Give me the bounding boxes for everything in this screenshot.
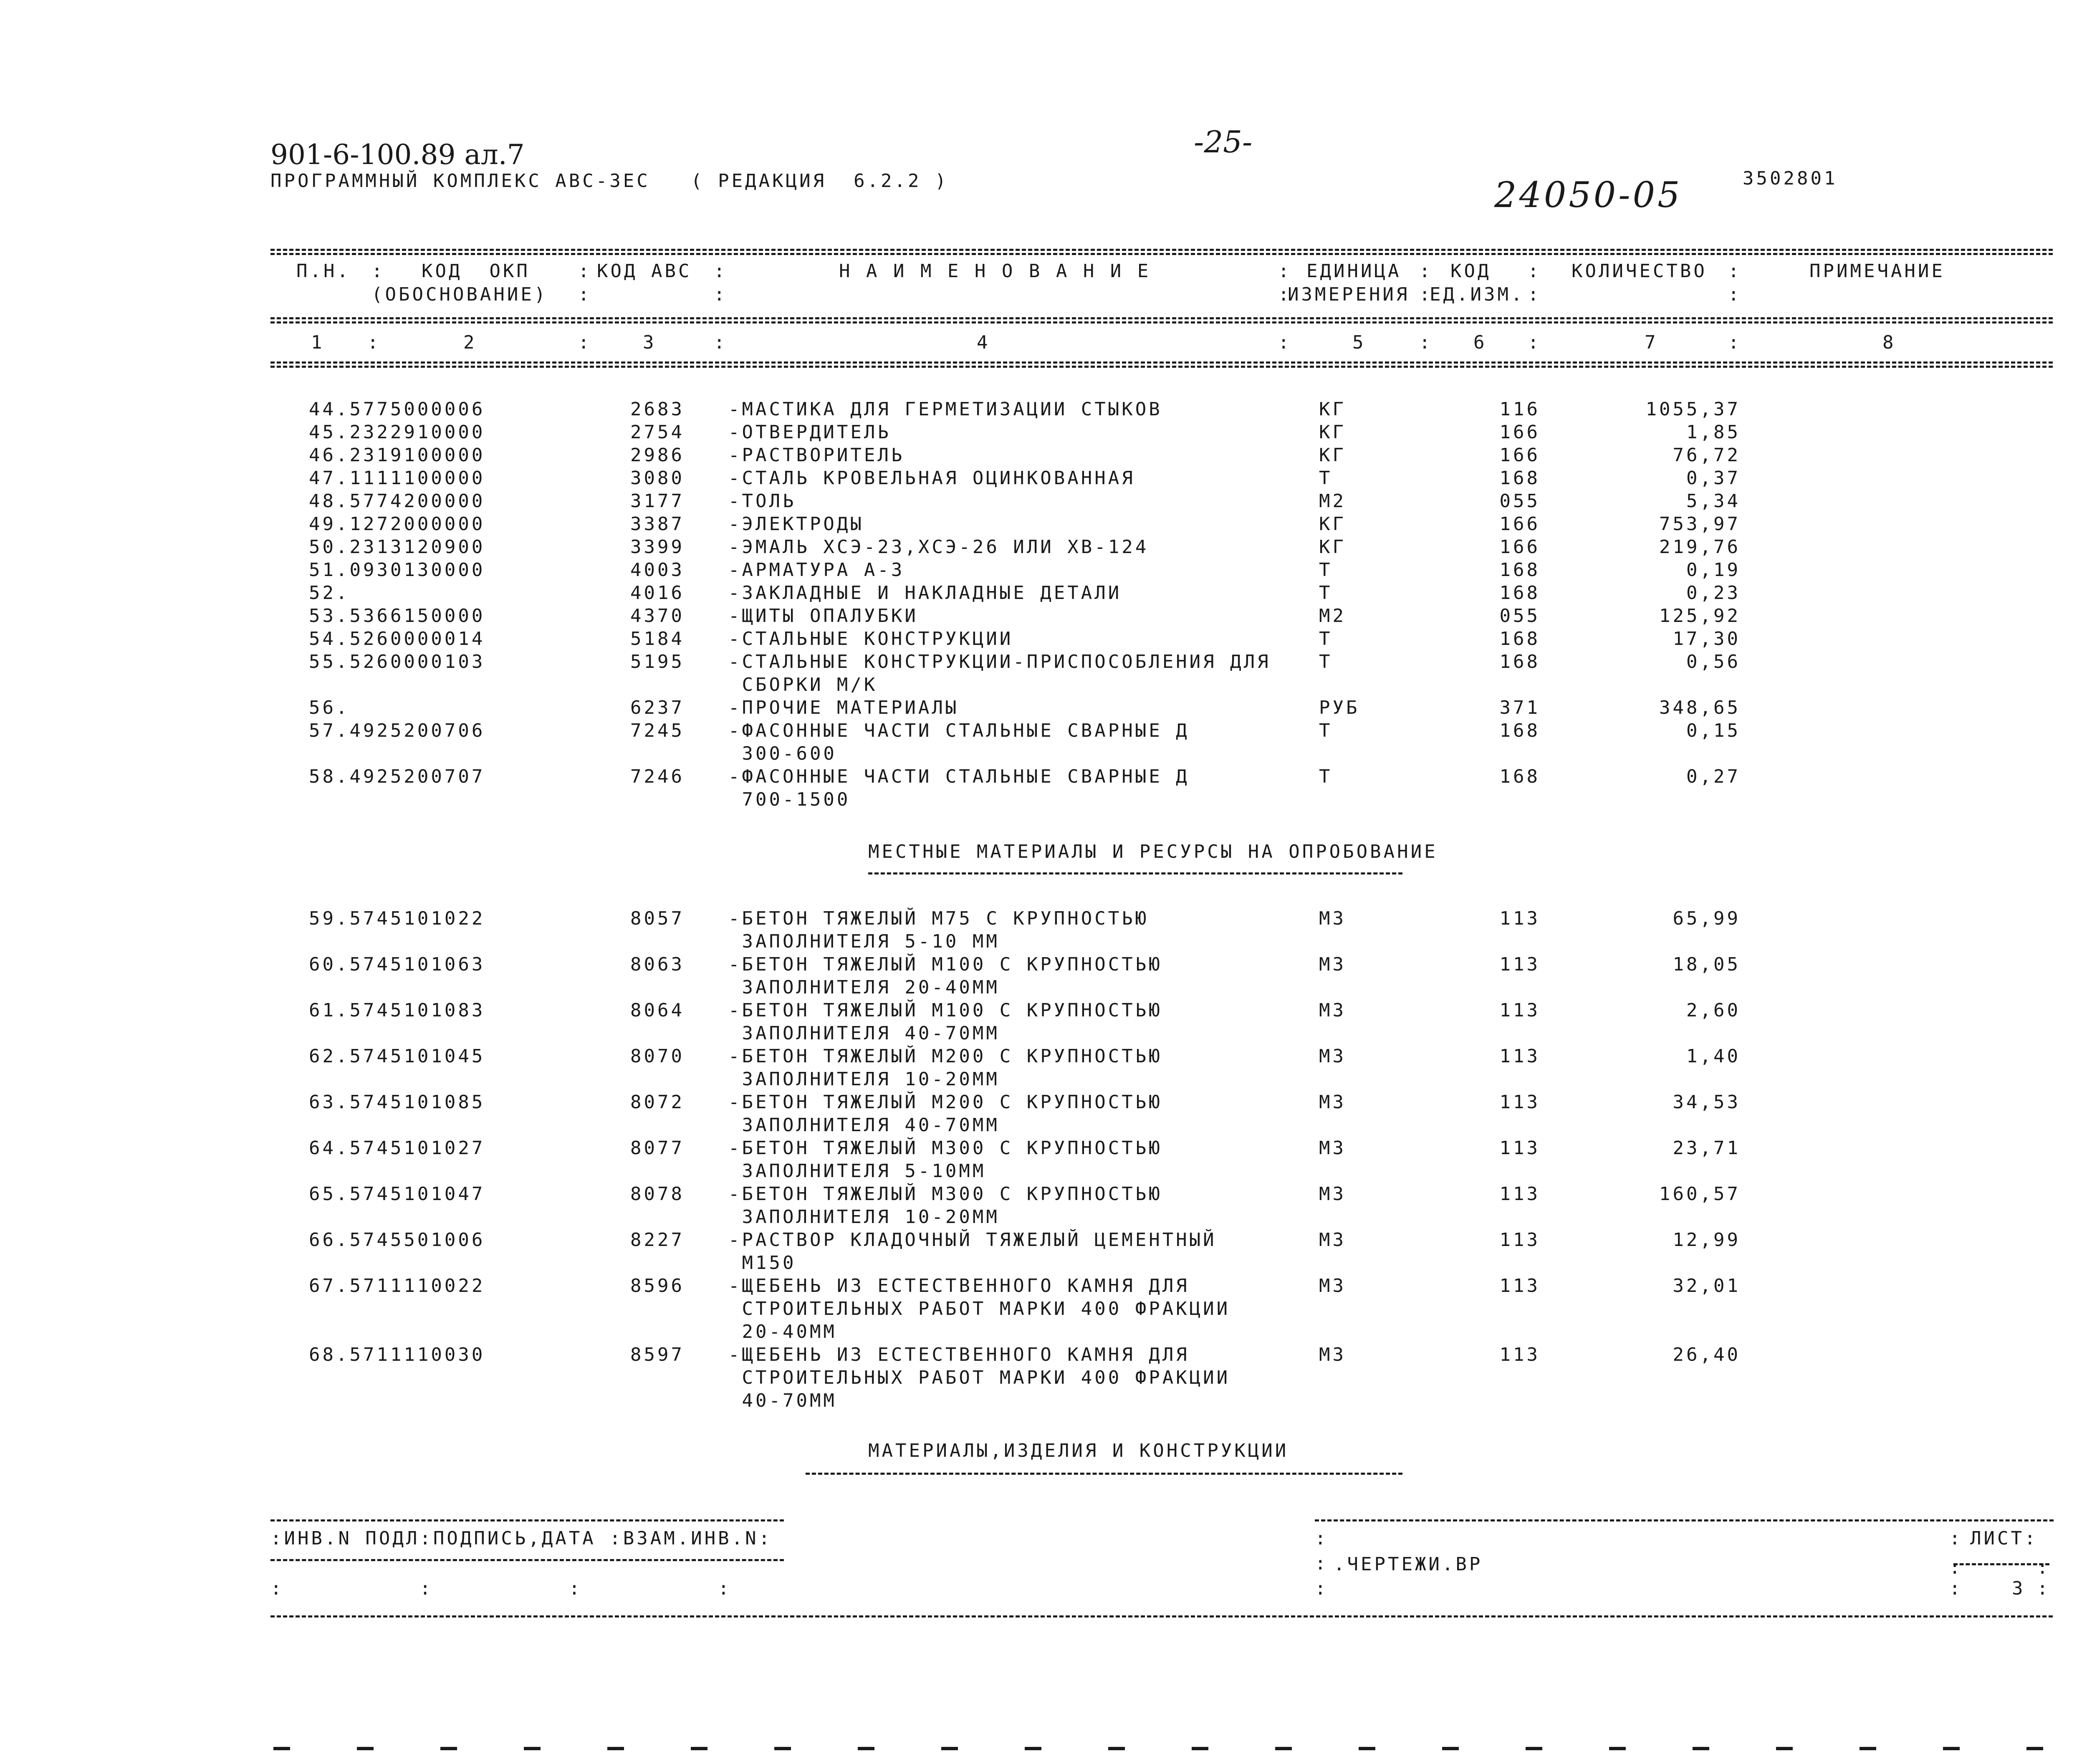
- row-unit-code: 168: [1499, 628, 1540, 649]
- row-abc-code: 8227: [630, 1229, 685, 1251]
- row-pn: 65.5745101047: [309, 1183, 485, 1205]
- row-unit-code: 166: [1499, 445, 1540, 466]
- row-unit: КГ: [1319, 422, 1346, 443]
- row-quantity: 12,99: [1673, 1229, 1741, 1251]
- row-unit-code: 166: [1499, 513, 1540, 535]
- row-unit-code: 055: [1499, 490, 1540, 512]
- row-unit: Т: [1319, 559, 1333, 581]
- row-unit-code: 113: [1499, 1344, 1540, 1365]
- row-pn: 46.2319100000: [309, 445, 485, 466]
- row-name: М150: [728, 1252, 796, 1274]
- row-name: ЗАПОЛНИТЕЛЯ 40-70ММ: [728, 1115, 1000, 1136]
- sheet-box-separator: :: [2037, 1557, 2051, 1578]
- row-name: -АРМАТУРА А-3: [728, 559, 905, 581]
- row-quantity: 18,05: [1673, 954, 1741, 975]
- row-unit-code: 113: [1499, 908, 1540, 929]
- col-number-6: 6: [1473, 332, 1487, 353]
- row-name: -ПРОЧИЕ МАТЕРИАЛЫ: [728, 697, 959, 718]
- row-unit: Т: [1319, 766, 1333, 787]
- stamp-header: :ИНВ.N ПОДЛ:ПОДПИСЬ,ДАТА :ВЗАМ.ИНВ.N:: [270, 1528, 773, 1549]
- row-abc-code: 3080: [630, 468, 685, 489]
- row-unit: М3: [1319, 1000, 1346, 1021]
- col-separator: :: [367, 332, 381, 353]
- perforation-dash: [1609, 1747, 1626, 1750]
- row-name: ЗАПОЛНИТЕЛЯ 5-10ММ: [728, 1160, 986, 1182]
- row-pn: 61.5745101083: [309, 1000, 485, 1021]
- row-pn: 60.5745101063: [309, 954, 485, 975]
- row-unit: М3: [1319, 908, 1346, 929]
- row-abc-code: 8070: [630, 1046, 685, 1067]
- row-quantity: 65,99: [1673, 908, 1741, 929]
- col-separator: :: [1278, 260, 1292, 282]
- perforation-dash: [1442, 1747, 1459, 1750]
- row-pn: 54.5260000014: [309, 628, 485, 649]
- drawing-box-separator: :: [1315, 1528, 1329, 1549]
- perforation-dash: [607, 1747, 624, 1750]
- row-name: -БЕТОН ТЯЖЕЛЫЙ М300 С КРУПНОСТЬЮ: [728, 1183, 1162, 1205]
- row-abc-code: 8072: [630, 1092, 685, 1113]
- row-pn: 56.: [309, 697, 350, 718]
- row-name: 300-600: [728, 743, 837, 764]
- row-quantity: 0,37: [1686, 468, 1741, 489]
- row-pn: 45.2322910000: [309, 422, 485, 443]
- row-unit-code: 116: [1499, 399, 1540, 420]
- row-name: -ЭЛЕКТРОДЫ: [728, 513, 864, 535]
- row-unit-code: 113: [1499, 1046, 1540, 1067]
- col-separator: :: [1728, 284, 1742, 305]
- row-name: -РАСТВОРИТЕЛЬ: [728, 445, 905, 466]
- header-bottom-rule-2: [270, 366, 2053, 368]
- col-header-note: ПРИМЕЧАНИЕ: [1809, 260, 1945, 282]
- row-pn: 44.5775000006: [309, 399, 485, 420]
- row-abc-code: 6237: [630, 697, 685, 718]
- row-pn: 55.5260000103: [309, 651, 485, 672]
- row-name: -МАСТИКА ДЛЯ ГЕРМЕТИЗАЦИИ СТЫКОВ: [728, 399, 1162, 420]
- header-top-rule-2: [270, 253, 2053, 255]
- col-separator: :: [1728, 260, 1742, 282]
- row-unit: РУБ: [1319, 697, 1360, 718]
- row-quantity: 17,30: [1673, 628, 1741, 649]
- perforation-dash: [2026, 1747, 2043, 1750]
- row-name: -ЩЕБЕНЬ ИЗ ЕСТЕСТВЕННОГО КАМНЯ ДЛЯ: [728, 1344, 1190, 1365]
- row-name: -ЗАКЛАДНЫЕ И НАКЛАДНЫЕ ДЕТАЛИ: [728, 582, 1122, 604]
- footer-bottom-rule: [270, 1615, 2053, 1617]
- stamp-cells: : : : :: [270, 1578, 732, 1599]
- document-code: 901-6-100.89 ал.7: [270, 139, 525, 171]
- col-header-unit: ЕДИНИЦА: [1306, 260, 1402, 282]
- col-separator: :: [578, 332, 592, 353]
- footer-top-rule-left: [270, 1519, 784, 1521]
- row-pn: 48.5774200000: [309, 490, 485, 512]
- row-quantity: 0,15: [1686, 720, 1741, 741]
- perforation-dash: [1860, 1747, 1876, 1750]
- row-quantity: 1055,37: [1645, 399, 1741, 420]
- col-separator: :: [1528, 284, 1541, 305]
- col-separator: :: [1419, 332, 1433, 353]
- row-pn: 67.5711110022: [309, 1275, 485, 1296]
- row-unit-code: 168: [1499, 468, 1540, 489]
- perforation-dash: [357, 1747, 374, 1750]
- row-abc-code: 3399: [630, 536, 685, 558]
- row-name: 40-70ММ: [728, 1390, 837, 1411]
- row-pn: 49.1272000000: [309, 513, 485, 535]
- row-name: СТРОИТЕЛЬНЫХ РАБОТ МАРКИ 400 ФРАКЦИИ: [728, 1367, 1230, 1388]
- sheet-box-separator: :: [2037, 1578, 2051, 1599]
- row-abc-code: 2754: [630, 422, 685, 443]
- row-quantity: 32,01: [1673, 1275, 1741, 1296]
- row-name: -ФАСОННЫЕ ЧАСТИ СТАЛЬНЫЕ СВАРНЫЕ Д: [728, 766, 1190, 787]
- row-unit: КГ: [1319, 399, 1346, 420]
- row-unit-code: 168: [1499, 582, 1540, 604]
- sheet-number: 3: [2012, 1578, 2026, 1599]
- row-abc-code: 4370: [630, 605, 685, 627]
- row-unit-code: 168: [1499, 651, 1540, 672]
- row-pn: 53.5366150000: [309, 605, 485, 627]
- col-header-okp: КОД ОКП: [422, 260, 530, 282]
- row-abc-code: 8078: [630, 1183, 685, 1205]
- sheet-mid-rule: [1953, 1563, 2049, 1565]
- row-unit: Т: [1319, 582, 1333, 604]
- section-underline: [806, 1473, 1402, 1475]
- sheet-box-separator: :: [1949, 1557, 1963, 1578]
- perforation-dash: [691, 1747, 707, 1750]
- row-quantity: 0,19: [1686, 559, 1741, 581]
- row-abc-code: 3177: [630, 490, 685, 512]
- row-pn: 47.1111100000: [309, 468, 485, 489]
- row-unit: Т: [1319, 468, 1333, 489]
- col-separator: :: [714, 260, 728, 282]
- header-top-rule: [270, 249, 2053, 251]
- row-unit: М3: [1319, 1046, 1346, 1067]
- perforation-dash: [1025, 1747, 1041, 1750]
- row-quantity: 5,34: [1686, 490, 1741, 512]
- perforation-dash: [858, 1747, 874, 1750]
- row-name: -БЕТОН ТЯЖЕЛЫЙ М100 С КРУПНОСТЬЮ: [728, 954, 1162, 975]
- row-unit: М2: [1319, 605, 1346, 627]
- row-name: -БЕТОН ТЯЖЕЛЫЙ М200 С КРУПНОСТЬЮ: [728, 1046, 1162, 1067]
- col-number-3: 3: [643, 332, 657, 353]
- row-unit: М3: [1319, 1229, 1346, 1251]
- col-header-qty: КОЛИЧЕСТВО: [1572, 260, 1707, 282]
- row-abc-code: 2683: [630, 399, 685, 420]
- row-quantity: 753,97: [1659, 513, 1741, 535]
- col-header-okp-2: (ОБОСНОВАНИЕ): [371, 284, 548, 305]
- drawing-box-separator: :: [1315, 1578, 1329, 1599]
- col-separator: :: [1278, 332, 1292, 353]
- col-separator: :: [578, 284, 592, 305]
- row-quantity: 23,71: [1673, 1137, 1741, 1159]
- row-quantity: 219,76: [1659, 536, 1741, 558]
- row-pn: 57.4925200706: [309, 720, 485, 741]
- perforation-dash: [1192, 1747, 1208, 1750]
- program-line: ПРОГРАММНЫЙ КОМПЛЕКС АВС-3ЕС ( РЕДАКЦИЯ 6.2.2 ): [270, 170, 949, 192]
- perforation-dash: [524, 1747, 541, 1750]
- row-name: -БЕТОН ТЯЖЕЛЫЙ М75 С КРУПНОСТЬЮ: [728, 908, 1149, 929]
- stamp-mid-rule: [270, 1559, 784, 1561]
- row-name: ЗАПОЛНИТЕЛЯ 20-40ММ: [728, 977, 1000, 998]
- row-name: -СТАЛЬНЫЕ КОНСТРУКЦИИ-ПРИСПОСОБЛЕНИЯ ДЛЯ: [728, 651, 1271, 672]
- row-unit-code: 113: [1499, 1000, 1540, 1021]
- row-abc-code: 5195: [630, 651, 685, 672]
- col-number-2: 2: [463, 332, 477, 353]
- col-number-8: 8: [1882, 332, 1896, 353]
- col-separator: :: [1419, 260, 1433, 282]
- row-unit: КГ: [1319, 536, 1346, 558]
- col-separator: :: [371, 260, 385, 282]
- row-pn: 63.5745101085: [309, 1092, 485, 1113]
- row-quantity: 0,27: [1686, 766, 1741, 787]
- row-abc-code: 8064: [630, 1000, 685, 1021]
- footer-top-rule-right: [1315, 1519, 2054, 1521]
- row-quantity: 76,72: [1673, 445, 1741, 466]
- row-name: ЗАПОЛНИТЕЛЯ 5-10 ММ: [728, 931, 1000, 952]
- row-unit: Т: [1319, 651, 1333, 672]
- row-name: -БЕТОН ТЯЖЕЛЫЙ М100 С КРУПНОСТЬЮ: [728, 1000, 1162, 1021]
- perforation-dash: [1693, 1747, 1709, 1750]
- col-separator: :: [1528, 332, 1541, 353]
- row-name: СТРОИТЕЛЬНЫХ РАБОТ МАРКИ 400 ФРАКЦИИ: [728, 1298, 1230, 1319]
- perforation-dash: [1275, 1747, 1292, 1750]
- row-unit-code: 113: [1499, 1229, 1540, 1251]
- col-separator: :: [714, 284, 728, 305]
- section-underline: [868, 872, 1402, 874]
- header-mid-rule-2: [270, 321, 2053, 323]
- row-abc-code: 8597: [630, 1344, 685, 1365]
- row-unit: М3: [1319, 1137, 1346, 1159]
- row-name: -ТОЛЬ: [728, 490, 796, 512]
- row-unit-code: 168: [1499, 559, 1540, 581]
- col-number-1: 1: [311, 332, 325, 353]
- row-unit: М2: [1319, 490, 1346, 512]
- row-name: -РАСТВОР КЛАДОЧНЫЙ ТЯЖЕЛЫЙ ЦЕМЕНТНЫЙ: [728, 1229, 1217, 1251]
- col-header-unit-code-2: ЕД.ИЗМ.: [1430, 284, 1525, 305]
- row-quantity: 1,85: [1686, 422, 1741, 443]
- row-pn: 59.5745101022: [309, 908, 485, 929]
- perforation-dash: [1108, 1747, 1125, 1750]
- col-number-5: 5: [1352, 332, 1366, 353]
- row-name: -ЭМАЛЬ ХСЭ-23,ХСЭ-26 ИЛИ ХВ-124: [728, 536, 1149, 558]
- row-unit: Т: [1319, 720, 1333, 741]
- col-separator: :: [1728, 332, 1742, 353]
- row-abc-code: 4003: [630, 559, 685, 581]
- archive-stamp: 24050-05: [1494, 174, 1683, 215]
- row-unit: М3: [1319, 954, 1346, 975]
- perforation-dash: [1359, 1747, 1375, 1750]
- row-pn: 62.5745101045: [309, 1046, 485, 1067]
- perforation-dash: [1776, 1747, 1793, 1750]
- drawing-box-separator: :: [1315, 1553, 1329, 1574]
- row-unit-code: 168: [1499, 766, 1540, 787]
- row-abc-code: 4016: [630, 582, 685, 604]
- row-name: СБОРКИ М/К: [728, 674, 878, 695]
- perforation-dash: [440, 1747, 457, 1750]
- perforation-dash: [774, 1747, 791, 1750]
- row-pn: 66.5745501006: [309, 1229, 485, 1251]
- row-unit-code: 113: [1499, 1137, 1540, 1159]
- row-pn: 51.0930130000: [309, 559, 485, 581]
- row-quantity: 0,56: [1686, 651, 1741, 672]
- col-number-4: 4: [977, 332, 990, 353]
- perforation-dash: [1526, 1747, 1542, 1750]
- row-pn: 50.2313120900: [309, 536, 485, 558]
- row-quantity: 2,60: [1686, 1000, 1741, 1021]
- row-quantity: 160,57: [1659, 1183, 1741, 1205]
- row-unit: М3: [1319, 1275, 1346, 1296]
- row-name: -ФАСОННЫЕ ЧАСТИ СТАЛЬНЫЕ СВАРНЫЕ Д: [728, 720, 1190, 741]
- sheet-box-separator: :: [1949, 1528, 1963, 1549]
- row-unit: М3: [1319, 1183, 1346, 1205]
- row-quantity: 125,92: [1659, 605, 1741, 627]
- col-header-unit-code: КОД: [1450, 260, 1491, 282]
- col-separator: :: [714, 332, 728, 353]
- row-name: 20-40ММ: [728, 1321, 837, 1342]
- row-unit: М3: [1319, 1092, 1346, 1113]
- col-header-pn: П.Н.: [296, 260, 351, 282]
- row-abc-code: 8596: [630, 1275, 685, 1296]
- row-name: -ОТВЕРДИТЕЛЬ: [728, 422, 891, 443]
- perforation-dash: [273, 1747, 290, 1750]
- row-unit-code: 055: [1499, 605, 1540, 627]
- row-name: -БЕТОН ТЯЖЕЛЫЙ М300 С КРУПНОСТЬЮ: [728, 1137, 1162, 1159]
- section-title-local-materials: МЕСТНЫЕ МАТЕРИАЛЫ И РЕСУРСЫ НА ОПРОБОВАНИЕ: [868, 841, 1438, 862]
- row-name: -БЕТОН ТЯЖЕЛЫЙ М200 С КРУПНОСТЬЮ: [728, 1092, 1162, 1113]
- row-abc-code: 2986: [630, 445, 685, 466]
- row-unit-code: 113: [1499, 1092, 1540, 1113]
- col-header-abc: КОД АВС: [597, 260, 692, 282]
- col-number-7: 7: [1645, 332, 1658, 353]
- row-unit: М3: [1319, 1344, 1346, 1365]
- col-separator: :: [1278, 284, 1292, 305]
- row-unit-code: 168: [1499, 720, 1540, 741]
- row-abc-code: 5184: [630, 628, 685, 649]
- row-unit: Т: [1319, 628, 1333, 649]
- row-unit-code: 371: [1499, 697, 1540, 718]
- row-unit-code: 113: [1499, 1183, 1540, 1205]
- row-abc-code: 3387: [630, 513, 685, 535]
- row-quantity: 348,65: [1659, 697, 1741, 718]
- sheet-box-separator: :: [1949, 1578, 1963, 1599]
- row-name: ЗАПОЛНИТЕЛЯ 10-20ММ: [728, 1069, 1000, 1090]
- row-abc-code: 8077: [630, 1137, 685, 1159]
- col-separator: :: [578, 260, 592, 282]
- row-name: ЗАПОЛНИТЕЛЯ 40-70ММ: [728, 1023, 1000, 1044]
- row-quantity: 1,40: [1686, 1046, 1741, 1067]
- row-unit: КГ: [1319, 513, 1346, 535]
- row-abc-code: 7246: [630, 766, 685, 787]
- sheet-label: ЛИСТ:: [1970, 1528, 2038, 1549]
- row-name: ЗАПОЛНИТЕЛЯ 10-20ММ: [728, 1206, 1000, 1228]
- row-quantity: 26,40: [1673, 1344, 1741, 1365]
- row-pn: 52.: [309, 582, 350, 604]
- col-header-unit-2: ИЗМЕРЕНИЯ: [1288, 284, 1410, 305]
- perforation-dash: [1943, 1747, 1960, 1750]
- row-pn: 64.5745101027: [309, 1137, 485, 1159]
- row-abc-code: 8063: [630, 954, 685, 975]
- row-unit-code: 113: [1499, 954, 1540, 975]
- row-quantity: 0,23: [1686, 582, 1741, 604]
- row-name: -ЩИТЫ ОПАЛУБКИ: [728, 605, 918, 627]
- row-pn: 68.5711110030: [309, 1344, 485, 1365]
- header-mid-rule: [270, 317, 2053, 319]
- row-pn: 58.4925200707: [309, 766, 485, 787]
- row-quantity: 34,53: [1673, 1092, 1741, 1113]
- col-header-name: Н А И М Е Н О В А Н И Е: [839, 260, 1151, 282]
- col-separator: :: [1528, 260, 1541, 282]
- document-number: 3502801: [1743, 168, 1838, 189]
- page-mark: -25-: [1194, 124, 1253, 159]
- section-title-materials: МАТЕРИАЛЫ,ИЗДЕЛИЯ И КОНСТРУКЦИИ: [868, 1440, 1289, 1461]
- perforation-dash: [941, 1747, 958, 1750]
- row-abc-code: 8057: [630, 908, 685, 929]
- header-bottom-rule: [270, 361, 2053, 364]
- row-name: -СТАЛЬНЫЕ КОНСТРУКЦИИ: [728, 628, 1013, 649]
- row-unit-code: 166: [1499, 422, 1540, 443]
- row-unit-code: 166: [1499, 536, 1540, 558]
- row-unit-code: 113: [1499, 1275, 1540, 1296]
- row-name: 700-1500: [728, 789, 851, 810]
- row-unit: КГ: [1319, 445, 1346, 466]
- row-name: -ЩЕБЕНЬ ИЗ ЕСТЕСТВЕННОГО КАМНЯ ДЛЯ: [728, 1275, 1190, 1296]
- col-separator: :: [1419, 284, 1433, 305]
- drawing-label: .ЧЕРТЕЖИ.ВР: [1334, 1554, 1483, 1575]
- row-name: -СТАЛЬ КРОВЕЛЬНАЯ ОЦИНКОВАННАЯ: [728, 468, 1135, 489]
- row-abc-code: 7245: [630, 720, 685, 741]
